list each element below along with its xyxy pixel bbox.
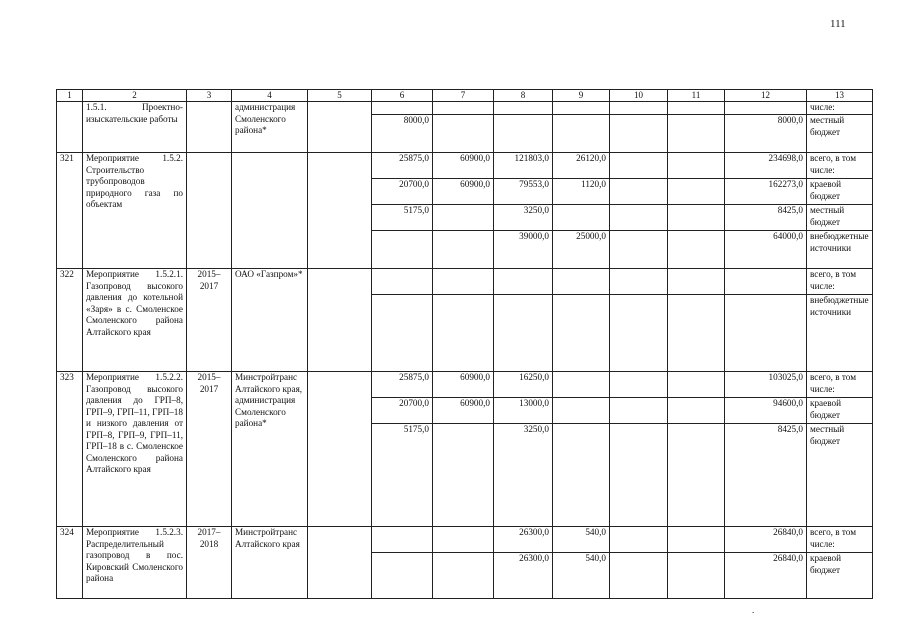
- measure-name-cell: 1.5.1. Проектно-изыскательские работы: [83, 102, 187, 153]
- executor-cell: [232, 153, 308, 269]
- cell: [553, 295, 610, 372]
- cell: [372, 553, 433, 599]
- value-cell: 26120,0: [553, 153, 610, 179]
- total-cell: 94600,0: [725, 398, 807, 424]
- total-cell: 8000,0: [725, 115, 807, 153]
- table-row: [57, 372, 873, 398]
- cell: [372, 269, 433, 295]
- value-cell: 8000,0: [372, 115, 433, 153]
- value-cell: 60900,0: [433, 398, 494, 424]
- value-cell: 16250,0: [494, 372, 553, 398]
- col-header: 1: [57, 90, 83, 102]
- value-cell: 3250,0: [494, 205, 553, 231]
- table-row: [57, 153, 873, 179]
- cell: [668, 527, 725, 553]
- value-cell: [433, 424, 494, 527]
- value-cell: 60900,0: [433, 372, 494, 398]
- col-header: 9: [553, 90, 610, 102]
- cell: [610, 553, 668, 599]
- cell: [553, 398, 610, 424]
- years-cell: 2015–2017: [187, 372, 232, 527]
- cell: [668, 153, 725, 179]
- cell: [433, 553, 494, 599]
- cell: [668, 179, 725, 205]
- value-cell: 25000,0: [553, 231, 610, 269]
- source-cell: внебюджетные источники: [807, 231, 873, 269]
- value-cell: 540,0: [553, 527, 610, 553]
- cell: [668, 102, 725, 115]
- source-cell: местный бюджет: [807, 205, 873, 231]
- cell: [668, 205, 725, 231]
- cell: [668, 424, 725, 527]
- measure-name-cell: Мероприятие 1.5.2.2. Газопровод высокого давления до ГРП–8, ГРП–9, ГРП–11, ГРП–18 и низкого давления от ГРП–8, ГРП–9, ГРП–11, ГРП–18 в с. Смоленское Смоленского района Алтайского края: [83, 372, 187, 527]
- value-cell: 3250,0: [494, 424, 553, 527]
- cell: [553, 102, 610, 115]
- cell: [610, 102, 668, 115]
- cell: [433, 295, 494, 372]
- col-header: 7: [433, 90, 494, 102]
- source-cell: местный бюджет: [807, 115, 873, 153]
- cell: [494, 115, 553, 153]
- cell: [668, 295, 725, 372]
- cell: [494, 102, 553, 115]
- measure-name-cell: Мероприятие 1.5.2.1. Газопровод высокого давления до котельной «Заря» в с. Смоленское Смоленского района Алтайского края: [83, 269, 187, 372]
- value-cell: 5175,0: [372, 424, 433, 527]
- total-cell: 103025,0: [725, 372, 807, 398]
- executor-cell: Минстройтранс Алтайского края: [232, 527, 308, 599]
- cell: [668, 553, 725, 599]
- years-cell: [187, 102, 232, 153]
- table-row: [57, 527, 873, 553]
- value-cell: 13000,0: [494, 398, 553, 424]
- cell: [372, 102, 433, 115]
- cell: [610, 231, 668, 269]
- col-header: 5: [308, 90, 372, 102]
- cell: [433, 102, 494, 115]
- source-cell: местный бюджет: [807, 424, 873, 527]
- total-cell: 26840,0: [725, 527, 807, 553]
- value-cell: 121803,0: [494, 153, 553, 179]
- cell: [725, 269, 807, 295]
- executor-cell: администрация Смоленского района*: [232, 102, 308, 153]
- value-cell: 39000,0: [494, 231, 553, 269]
- cell: [553, 372, 610, 398]
- row-id-cell: [57, 102, 83, 153]
- years-cell: 2015–2017: [187, 269, 232, 372]
- value-cell: 26300,0: [494, 527, 553, 553]
- value-cell: 20700,0: [372, 179, 433, 205]
- source-cell: внебюджетные источники: [807, 295, 873, 372]
- cell: [725, 295, 807, 372]
- cell: [610, 269, 668, 295]
- source-cell: всего, в том числе:: [807, 372, 873, 398]
- value-cell: 60900,0: [433, 153, 494, 179]
- table-row: [57, 102, 873, 115]
- value-cell: [553, 205, 610, 231]
- source-cell: всего, в том числе:: [807, 153, 873, 179]
- row-id-cell: 322: [57, 269, 83, 372]
- source-cell: краевой бюджет: [807, 398, 873, 424]
- executor-cell: Минстройтранс Алтайского края, администрация Смоленского района*: [232, 372, 308, 527]
- source-cell: всего, в том числе:: [807, 269, 873, 295]
- cell: [433, 269, 494, 295]
- cell: [610, 179, 668, 205]
- cell: [433, 115, 494, 153]
- col-header: 8: [494, 90, 553, 102]
- col-header: 11: [668, 90, 725, 102]
- col-header: 4: [232, 90, 308, 102]
- value-cell: 25875,0: [372, 372, 433, 398]
- value-cell: [372, 231, 433, 269]
- value-cell: [433, 231, 494, 269]
- value-cell: 79553,0: [494, 179, 553, 205]
- col-header: 12: [725, 90, 807, 102]
- cell: [308, 102, 372, 153]
- bottom-mark: .: [752, 605, 755, 615]
- budget-table: [56, 89, 873, 599]
- col-header: 6: [372, 90, 433, 102]
- col-header: 3: [187, 90, 232, 102]
- header-row: [57, 90, 873, 102]
- table-row: [57, 269, 873, 295]
- source-cell: числе:: [807, 102, 873, 115]
- cell: [610, 205, 668, 231]
- value-cell: 60900,0: [433, 179, 494, 205]
- measure-name-cell: Мероприятие 1.5.2. Строительство трубопроводов природного газа по объектам: [83, 153, 187, 269]
- total-cell: 26840,0: [725, 553, 807, 599]
- cell: [610, 424, 668, 527]
- source-cell: краевой бюджет: [807, 553, 873, 599]
- cell: [610, 527, 668, 553]
- cell: [553, 269, 610, 295]
- total-cell: 8425,0: [725, 205, 807, 231]
- cell: [668, 115, 725, 153]
- cell: [668, 398, 725, 424]
- col-header: 2: [83, 90, 187, 102]
- years-cell: [187, 153, 232, 269]
- row-id-cell: 324: [57, 527, 83, 599]
- cell: [553, 115, 610, 153]
- cell: [668, 231, 725, 269]
- executor-cell: ОАО «Газпром»*: [232, 269, 308, 372]
- cell: [668, 372, 725, 398]
- value-cell: 1120,0: [553, 179, 610, 205]
- measure-name-cell: Мероприятие 1.5.2.3. Распределительный газопровод в пос. Кировский Смоленского района: [83, 527, 187, 599]
- cell: [308, 269, 372, 372]
- cell: [308, 527, 372, 599]
- source-cell: всего, в том числе:: [807, 527, 873, 553]
- row-id-cell: 323: [57, 372, 83, 527]
- cell: [668, 269, 725, 295]
- cell: [308, 372, 372, 527]
- total-cell: 8425,0: [725, 424, 807, 527]
- col-header: 10: [610, 90, 668, 102]
- value-cell: 25875,0: [372, 153, 433, 179]
- cell: [494, 295, 553, 372]
- cell: [610, 398, 668, 424]
- row-id-cell: 321: [57, 153, 83, 269]
- cell: [610, 295, 668, 372]
- total-cell: 234698,0: [725, 153, 807, 179]
- cell: [372, 295, 433, 372]
- cell: [494, 269, 553, 295]
- value-cell: 26300,0: [494, 553, 553, 599]
- cell: [725, 102, 807, 115]
- page-number: 111: [830, 18, 846, 30]
- years-cell: 2017–2018: [187, 527, 232, 599]
- value-cell: [433, 205, 494, 231]
- total-cell: 64000,0: [725, 231, 807, 269]
- cell: [433, 527, 494, 553]
- cell: [308, 153, 372, 269]
- total-cell: 162273,0: [725, 179, 807, 205]
- col-header: 13: [807, 90, 873, 102]
- cell: [372, 527, 433, 553]
- cell: [610, 153, 668, 179]
- cell: [553, 424, 610, 527]
- source-cell: краевой бюджет: [807, 179, 873, 205]
- cell: [610, 372, 668, 398]
- value-cell: 540,0: [553, 553, 610, 599]
- value-cell: 20700,0: [372, 398, 433, 424]
- cell: [610, 115, 668, 153]
- value-cell: 5175,0: [372, 205, 433, 231]
